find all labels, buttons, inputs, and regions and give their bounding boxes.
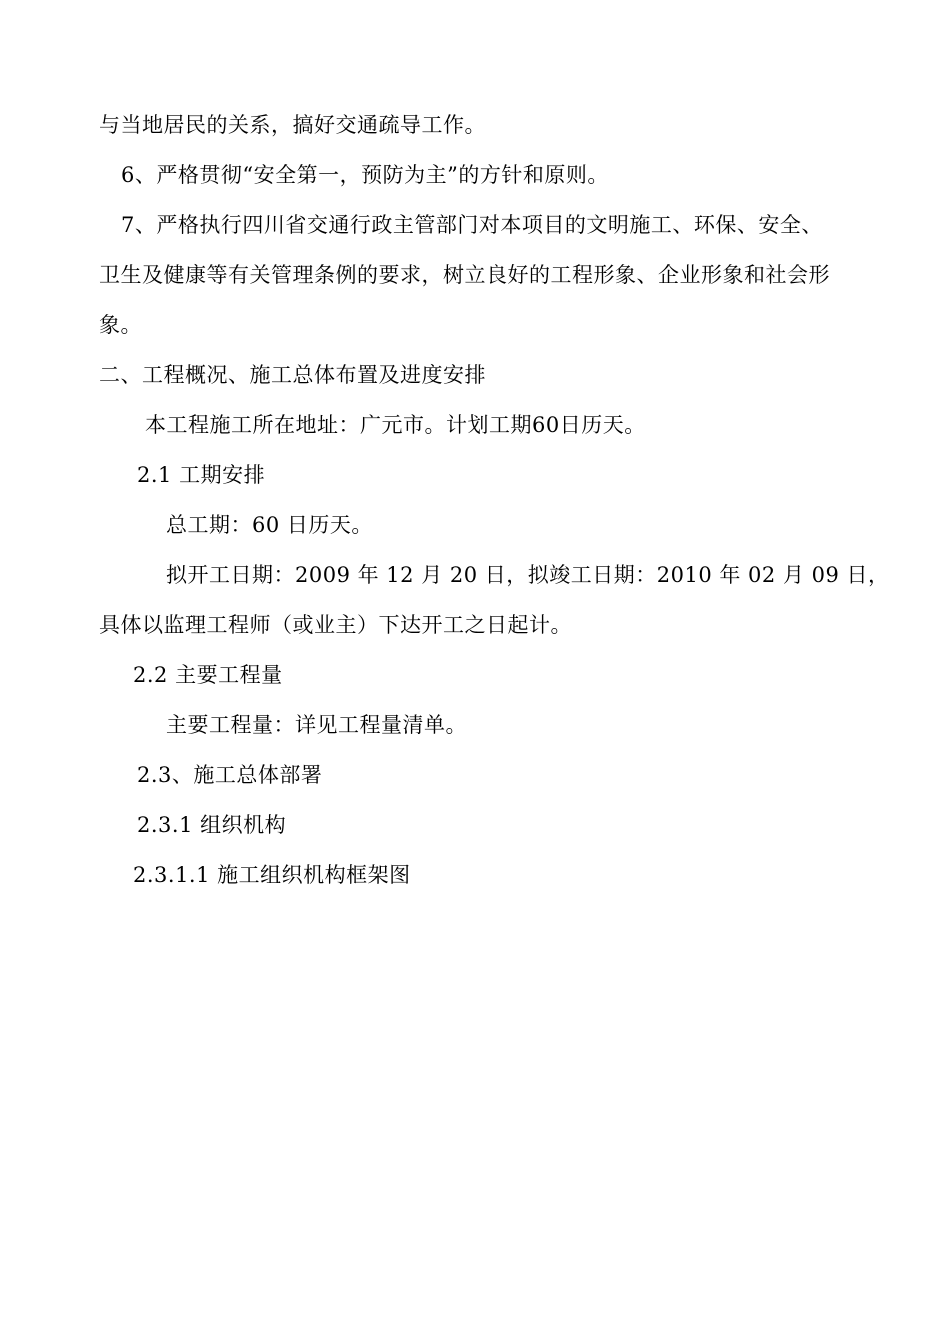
text-line-total-duration: 总工期：60 日历天。 bbox=[166, 513, 373, 537]
subheading-2-2: 2.2 主要工程量 bbox=[133, 663, 283, 687]
subheading-2-1: 2.1 工期安排 bbox=[137, 463, 266, 487]
subheading-2-3-1-1: 2.3.1.1 施工组织机构框架图 bbox=[133, 863, 411, 887]
text-line-item-7: 7、严格执行四川省交通行政主管部门对本项目的文明施工、环保、安全、 bbox=[121, 213, 823, 237]
subheading-2-3-1: 2.3.1 组织机构 bbox=[137, 813, 287, 837]
text-line-dates: 拟开工日期：2009 年 12 月 20 日，拟竣工日期：2010 年 02 月 09 日， bbox=[166, 563, 890, 587]
text-line-dates-cont: 具体以监理工程师（或业主）下达开工之日起计。 bbox=[99, 613, 572, 637]
text-line-location: 本工程施工所在地址：广元市。计划工期60日历天。 bbox=[145, 413, 646, 437]
subheading-2-3: 2.3、施工总体部署 bbox=[137, 763, 323, 787]
text-line-residents: 与当地居民的关系，搞好交通疏导工作。 bbox=[99, 113, 486, 137]
text-line-item-7-end: 象。 bbox=[99, 313, 142, 337]
text-line-item-6: 6、严格贯彻“安全第一，预防为主”的方针和原则。 bbox=[121, 163, 609, 187]
text-line-item-7-cont: 卫生及健康等有关管理条例的要求，树立良好的工程形象、企业形象和社会形 bbox=[99, 263, 830, 287]
text-line-quantities: 主要工程量：详见工程量清单。 bbox=[166, 713, 467, 737]
section-heading-2: 二、工程概况、施工总体布置及进度安排 bbox=[99, 363, 486, 387]
